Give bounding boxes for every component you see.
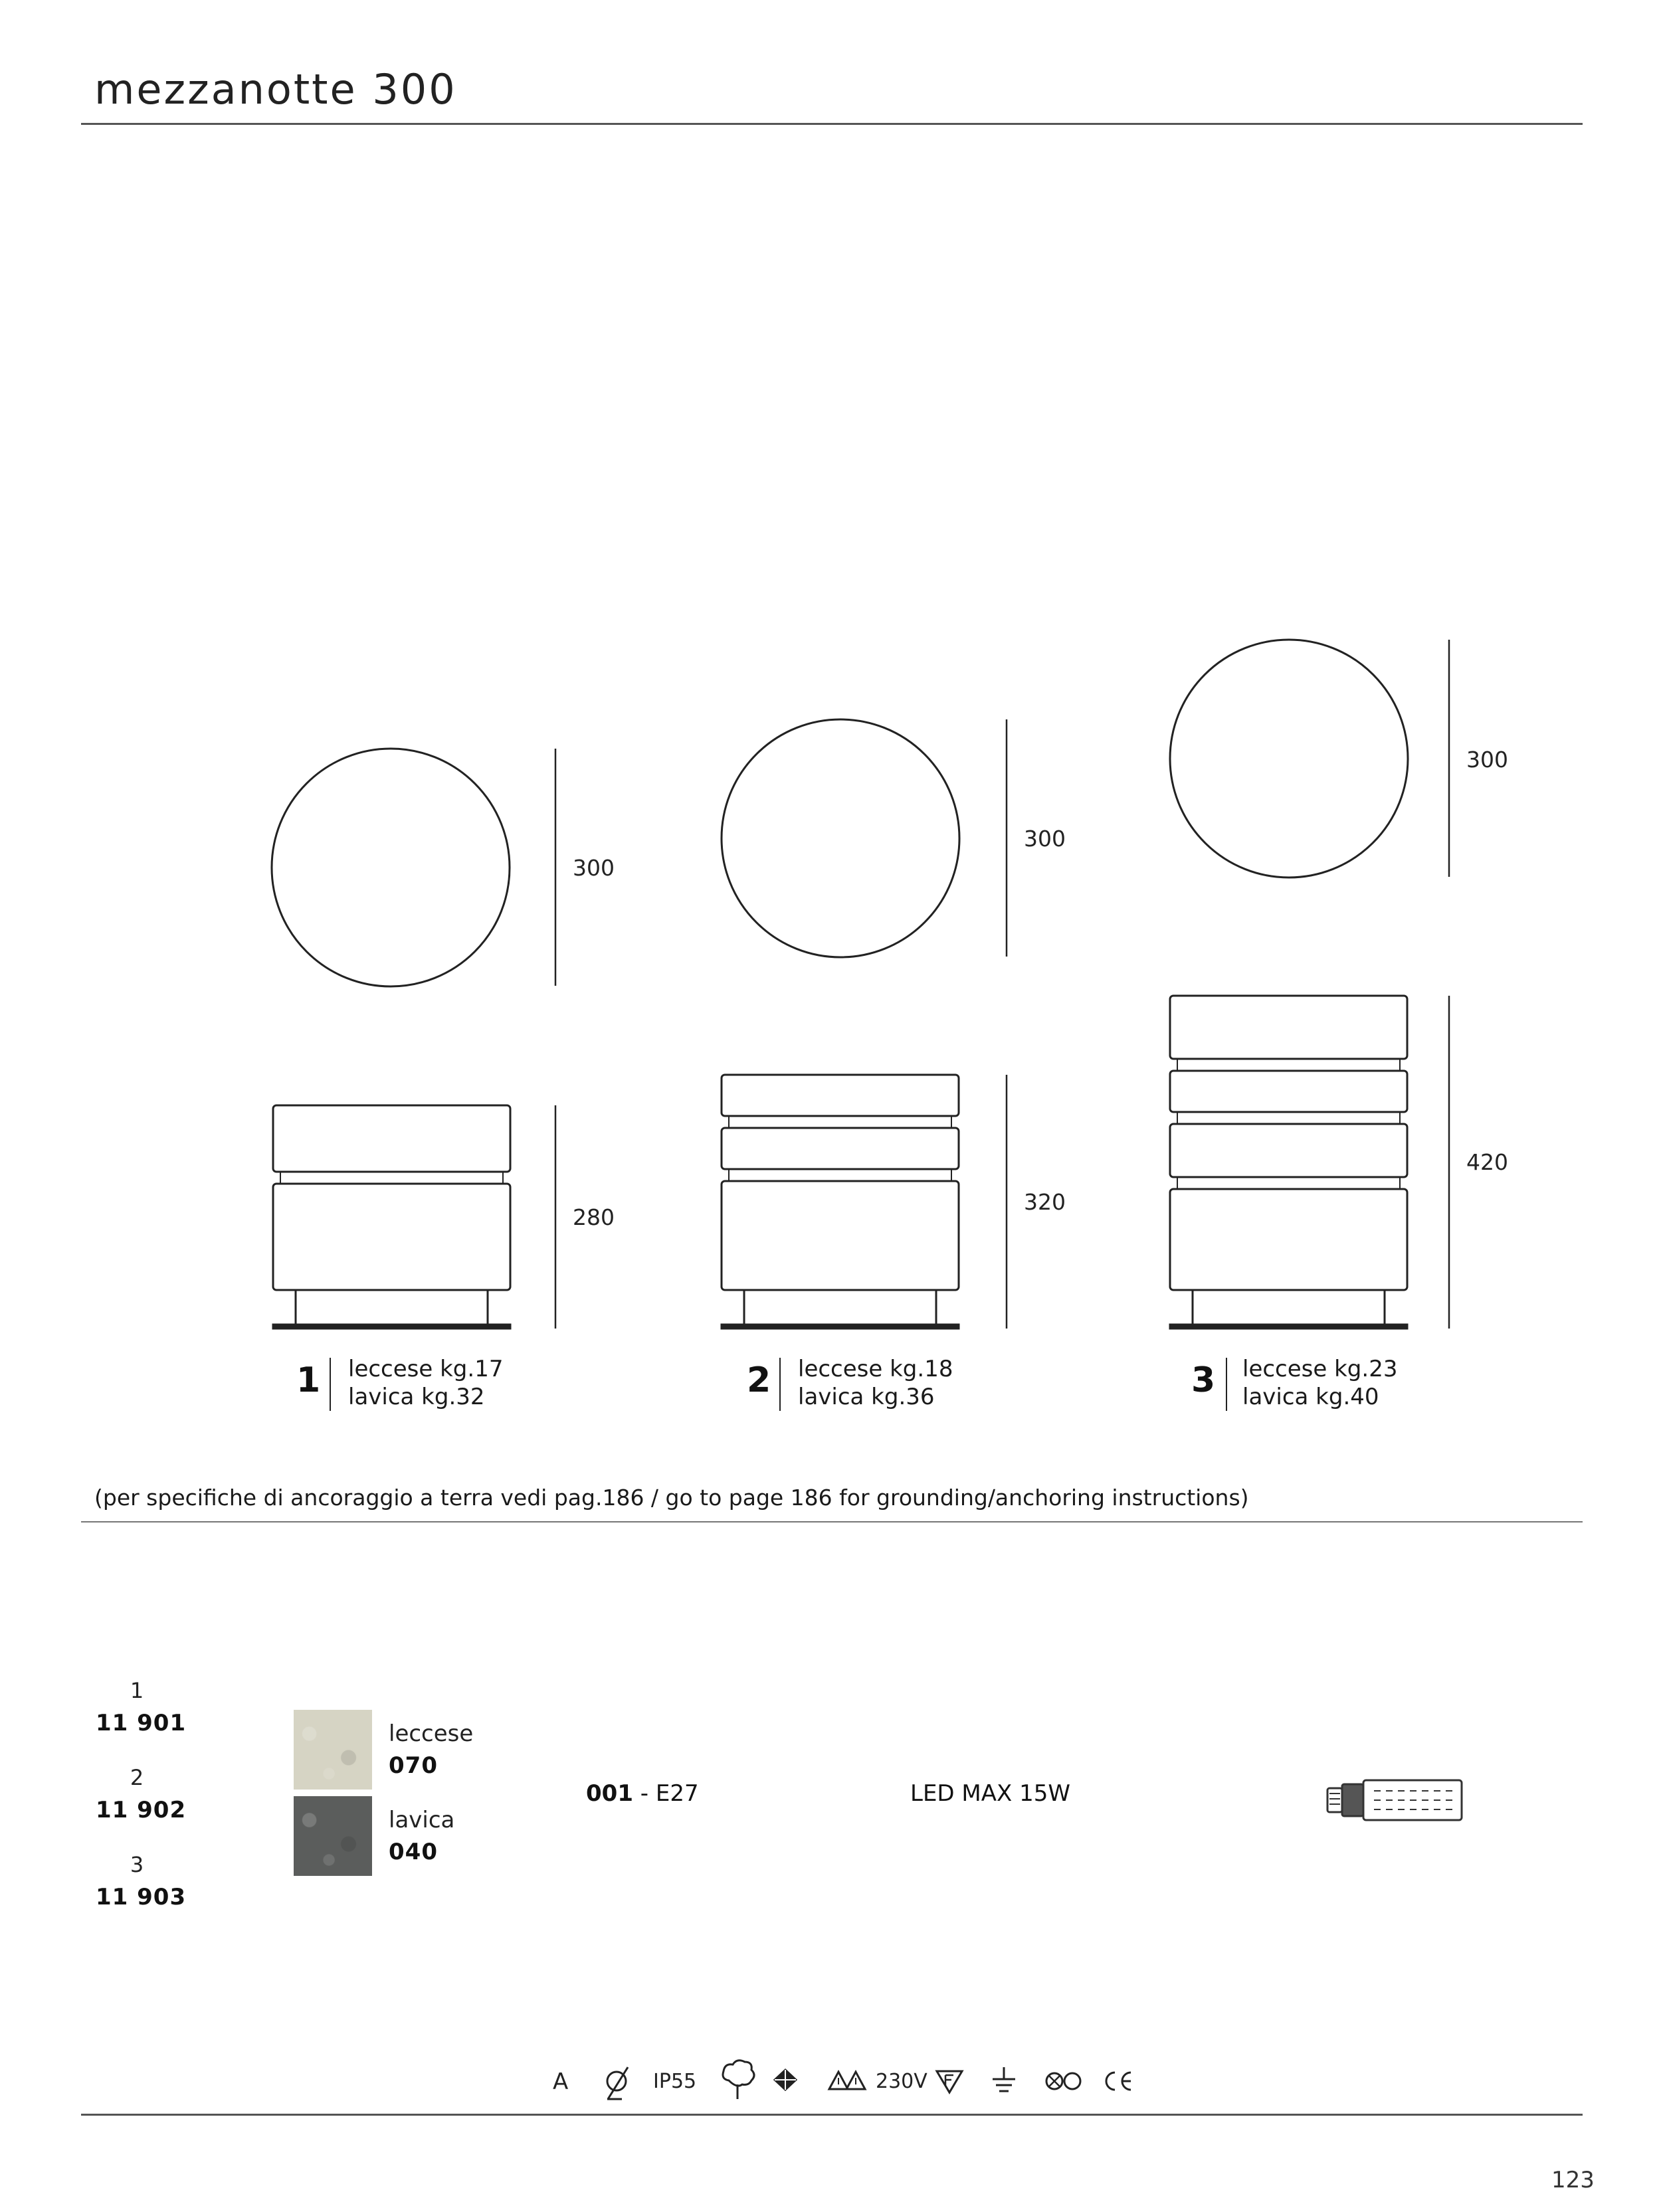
code-2-number: 11 902 [96, 1797, 187, 1823]
no-cover-icon [1046, 2073, 1080, 2089]
model-2-number: 2 [747, 1360, 771, 1400]
code-2-model: 2 [130, 1765, 144, 1790]
leccese-swatch [294, 1710, 372, 1790]
model-3-leccese-weight: leccese kg.23 [1242, 1356, 1398, 1382]
model-3-side-view [1170, 996, 1407, 1329]
lamp-power: LED MAX 15W [910, 1780, 1070, 1807]
lamp-separator: - [633, 1780, 656, 1807]
ce-mark-icon [1106, 2073, 1131, 2090]
model-1-number: 1 [296, 1360, 321, 1400]
model-1-weights [348, 1355, 503, 1411]
ground-icon [993, 2067, 1015, 2091]
lavica-code: 040 [389, 1839, 438, 1865]
note-rule [81, 1521, 1583, 1522]
model-3-number: 3 [1191, 1360, 1216, 1400]
diamond-icon [775, 2070, 796, 2090]
model-3-top-view [1170, 640, 1408, 877]
model-2-lavica-weight: lavica kg.36 [798, 1384, 935, 1410]
energy-class-label: A [553, 2069, 569, 2095]
lamp-code: 001 [586, 1780, 633, 1807]
lavica-name: lavica [389, 1807, 455, 1833]
model-3-height-label: 420 [1466, 1149, 1508, 1175]
leccese-code: 070 [389, 1752, 438, 1779]
model-3-diameter-label: 300 [1466, 747, 1508, 773]
model-3-lavica-weight: lavica kg.40 [1242, 1384, 1379, 1410]
lamp-socket: E27 [655, 1780, 699, 1807]
lavica-swatch [294, 1796, 372, 1876]
code-1-model: 1 [130, 1678, 144, 1703]
model-1-side-view [273, 1105, 510, 1329]
footer-rule [81, 2114, 1583, 2116]
model-2-weights [798, 1355, 953, 1411]
model-1-diameter-label: 300 [573, 855, 615, 881]
f-mark-icon [937, 2071, 962, 2092]
led-bulb-icon [1327, 1780, 1462, 1820]
model-1-lavica-weight: lavica kg.32 [348, 1384, 485, 1410]
outdoor-tree-icon [723, 2061, 754, 2099]
anchoring-note: (per specifiche di ancoraggio a terra vedi pag.186 / go to page 186 for grounding/anchoring instructions) [94, 1485, 1249, 1511]
model-2-leccese-weight: leccese kg.18 [798, 1356, 953, 1382]
warning-triangles-icon [829, 2072, 865, 2089]
model-3-weights [1242, 1355, 1397, 1411]
voltage-label: 230V [876, 2070, 927, 2093]
model-2-height-label: 320 [1024, 1189, 1066, 1215]
leccese-name: leccese [389, 1720, 474, 1747]
page-number: 123 [1551, 2167, 1595, 2193]
lamp-spec [586, 1780, 699, 1807]
model-1-height-label: 280 [573, 1204, 615, 1230]
no-bulb-contact-icon [607, 2067, 628, 2099]
model-2-side-view [722, 1075, 959, 1329]
model-2-diameter-label: 300 [1024, 826, 1066, 852]
model-1-leccese-weight: leccese kg.17 [348, 1356, 504, 1382]
code-3-model: 3 [130, 1852, 144, 1877]
model-2-top-view [722, 719, 959, 957]
code-3-number: 11 903 [96, 1884, 187, 1910]
model-1-top-view [272, 749, 510, 986]
ip-rating-label: IP55 [653, 2070, 697, 2093]
code-1-number: 11 901 [96, 1710, 187, 1736]
page-title: mezzanotte 300 [94, 65, 457, 114]
